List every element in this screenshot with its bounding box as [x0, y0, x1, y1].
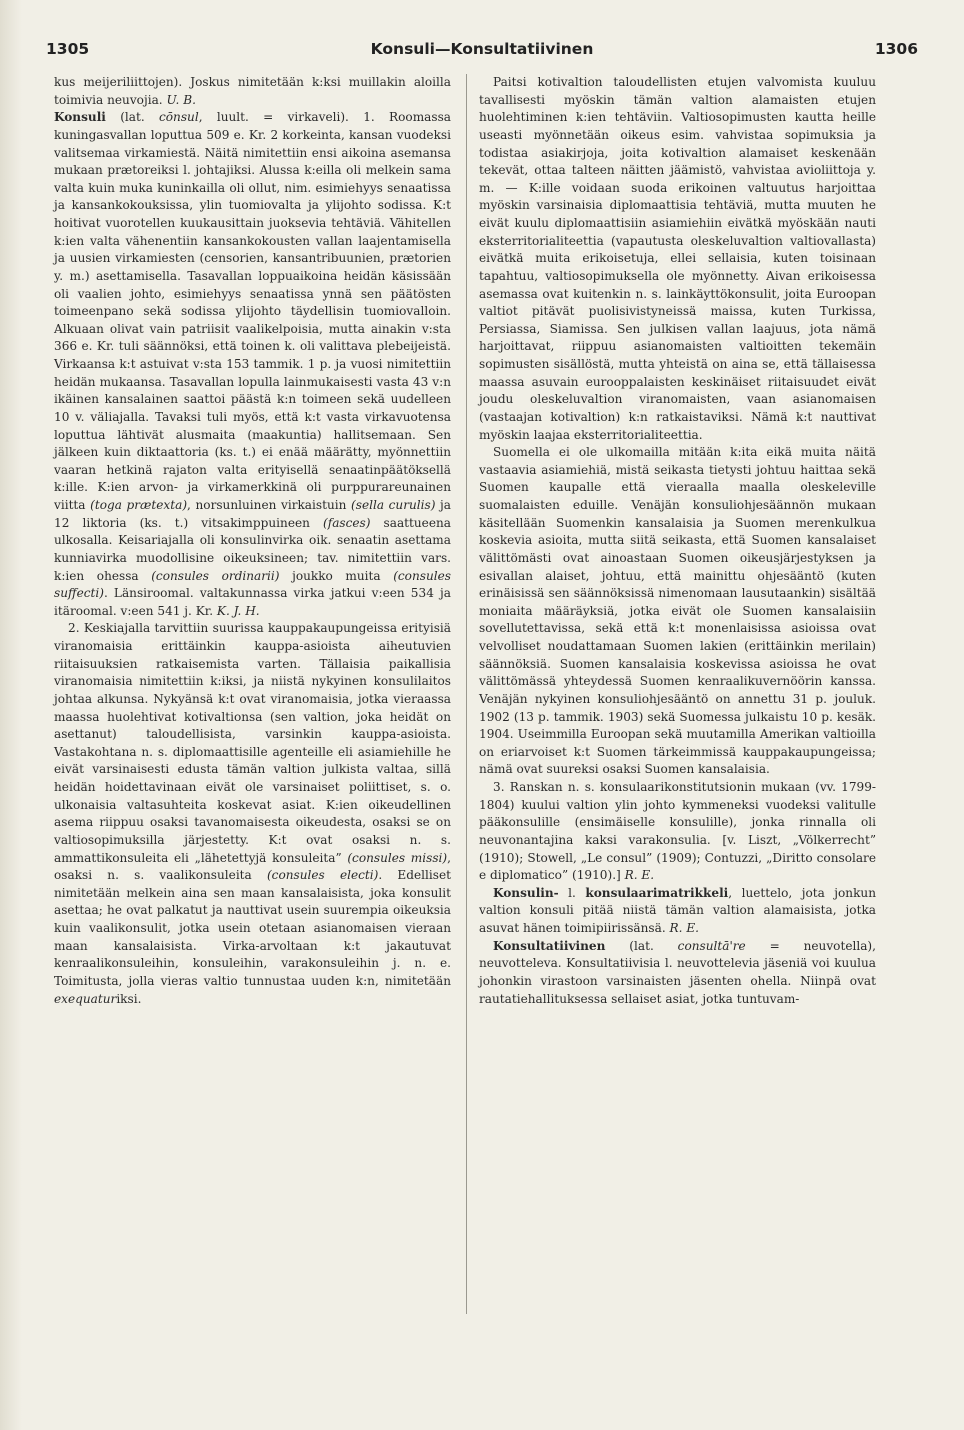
- left-page-number: 1305: [46, 40, 90, 58]
- author-signature: R. E.: [669, 921, 699, 935]
- right-column: [479, 74, 876, 1008]
- page-binding-edge: [0, 0, 22, 1430]
- paragraph-continuation: kus meijeriliittojen). Joskus nimitetään k:ksi muillakin aloilla toimivia neuvojia. U. B.: [54, 75, 451, 107]
- author-signature: R. E.: [624, 868, 655, 883]
- entry-headword: Konsuli: [54, 110, 106, 125]
- entry-headword: Konsultatiivinen: [493, 938, 606, 953]
- entry-konsulinmatrikkeli: Konsulin- l. konsulaarimatrikkeli, luettelo, jota jonkun valtion konsuli pitää niistä tämän valtion alamaisista, jotka asuvat hänen toimipiirissänsä. R. E.: [479, 885, 877, 935]
- entry-konsultatiivinen: Konsultatiivinen (lat. consultā're = neuvotella), neuvotteleva. Konsultatiivisia l. neuvottelevia jäseniä voi kuulua johonkin virastoon varsinaisten jäsenten ohella. Niinpä ovat rautatiehallituksessa sellaiset asiat, jotka tuntuvam-: [479, 938, 876, 1006]
- entry-konsuli-section-3: 3. Ranskan n. s. konsulaarikonstitutsionin mukaan (vv. 1799-1804) kuului valtion ylin johto kymmeneksi vuodeksi valitulle pääkonsulille (ensimäiselle konsulille), jonka rinnalla oli neuvonantajina kaksi varakonsulia. [v. Liszt, „Völkerrecht” (1910); Stowell, „Le consul” (1909); Contuzzi, „Diritto consolare e diplomatico” (1910).] R. E.: [479, 780, 876, 883]
- running-head: Konsuli—Konsultatiivinen: [370, 40, 594, 58]
- author-signature: U. B.: [166, 92, 196, 107]
- entry-konsuli: Konsuli (lat. cōnsul, luult. = virkaveli). 1. Roomassa kuningasvallan loputtua 509 e. Kr. 2 korkeinta, kansan vuodeksi valitsemaa virkamiestä. Näitä nimitettiin ensi aikoina asemansa mukaan prætoreiksi l. johtajiksi. Alussa k:eilla oli melkein sama valta kuin muka kuninkailla oli ollut, nim. esimiehyys senaatissa ja kansankokouksissa, ylin tuomiovalta ja ylijohto sodissa. K:t hoitivat vuorotellen kuukausittain juoksevia tehtäviä. Vähitellen k:ien valta vähenentiin kansankokousten vallan laajentamisella ja uusien virkamiesten (censorien, kansantribuunien, prætorien y. m.) asettamisella. Tasavallan loppuaikoina heidän käsissään oli vaalien johto, esimiehyys senaatissa ynnä sen päätösten toimeenpano sekä sodissa ylijohto täydellisin tuomiovalloin. Alkuaan olivat vain patriisit vaalikelpoisia, mutta ainakin v:sta 366 e. Kr. tuli säännöksi, että toinen k. oli valittava plebeijeistä. Virkaansa k:t astuivat v:sta 153 tammik. 1 p. ja vuosi nimitettiin heidän mukaansa. Tasavallan lopulla lainmukaisesti vasta 43 v:n ikäinen kansalainen saattoi päästä k:n toimeen sekä uudelleen 10 v. väliajalla. Tavaksi tuli myös, että k:t vasta virkavuotensa loputtua lähtivät alusmaita (maakuntia) hallitsemaan. Sen jälkeen kuin diktaattoria (ks. t.) ei enää määrätty, myönnettiin vaaran hetkinä rajaton valta erityisellä senaatinpäätöksellä k:ille. K:ien arvon- ja virkamerkkinä oli purppurareunainen viitta (toga prætexta), norsunluinen virkaistuin (sella curulis) ja 12 liktoria (ks. t.) vitsakimppuineen (fasces) saattueena ulkosalla. Keisariajalla oli konsulinvirka oik. senaatin asettama kunniavirka muodollisine oikeuksineen; tav. nimitettiin vars. k:ien ohessa (consules ordinarii) joukko muita (consules suffecti). Länsiroomal. valtakunnassa virka jatkui v:een 534 ja itäroomal. v:een 541 j. Kr. K. J. H.: [54, 110, 452, 618]
- entry-konsuli-section-2: 2. Keskiajalla tarvittiin suurissa kauppakaupungeissa erityisiä viranomaisia erittäinkin kauppa-asioista aiheutuvien riitaisuuksien ratkaisemista varten. Tällaisia paikallisia viranomaisia nimitettiin k:iksi, ja niistä nykyinen konsulilaitos johtaa alkunsa. Nykyänsä k:t ovat viranomaisia, jotka vieraassa maassa huolehtivat kotivaltionsa (sen valtion, joka heidät on asettanut) taloudellisista, varsinkin kauppa-asioista. Vastakohtana n. s. diplomaattisille agenteille eli asiamiehille he eivät varsinaisesti edusta tämän valtion julkista valtaa, sillä heidän hoidettavinaan eivät ole varsinaiset poliittiset, s. o. ulkonaisia valtasuhteita koskevat asiat. K:ien oikeudellinen asema riippuu osaksi tavanomaisesta oikeudesta, osaksi se on valtiosopimuksilla järjestetty. K:t ovat osaksi n. s. ammattikonsuleita eli „lähetettyjä konsuleita” (consules missi), osaksi n. s. vaalikonsuleita (consules electi). Edelliset nimitetään melkein aina sen maan kansalaisista, joka konsulit asettaa; he ovat palkatut ja nauttivat usein suurempia oikeuksia kuin vaalikonsulit, jotka usein otetaan asianomaisen vieraan maan kansalaisista. Virka-arvoltaan k:t jakautuvat kenraalikonsuleihin, konsuleihin, varakonsuleihin j. n. e. Toimitusta, jolla vieras valtio tunnustaa uuden k:n, nimitetään exequaturiksi.: [54, 621, 452, 1006]
- right-page-number: 1306: [874, 40, 918, 58]
- page-header: [46, 40, 918, 64]
- left-column: [54, 74, 451, 1008]
- entry-headword: konsulaarimatrikkeli: [585, 885, 729, 900]
- paragraph-consul-duties: Paitsi kotivaltion taloudellisten etujen valvomista kuuluu tavallisesti myöskin tämän valtion alamaisten etujen huolehtiminen k:ien tehtäviin. Valtiosopimusten kautta heille useasti myönnetään oikeus esim. vahvistaa sopimuksia ja todistaa asiakirjoja, joita kotivaltion alamaiset keskenään tekevät, ottaa talteen näitten jäämistö, vahvistaa avioliittoja y. m. — K:ille voidaan suoda erikoinen valtuutus harjoittaa myöskin varsinaisia diplomaattisia tehtäviä, mutta muuten he eivät kuulu diplomaattisiin asiamiehiin eivätkä myöskään nauti eksterritorialiteettia (vapautusta oleskeluvaltion valtiovallasta) eivätkä muita erikoisetuja, ellei sellaisia, kuten toisinaan tapahtuu, valtiosopimuksella ole myönnetty. Aivan erikoisessa asemassa ovat kuitenkin n. s. lainkäyttökonsulit, joita Euroopan valtiot pitävät puolisivistyneissä maissa, kuten Turkissa, Persiassa, Siamissa. Sen julkisen vallan laajuus, jota nämä harjoittavat, riippuu asianomaisten valtioitten tekemäin sopimusten sisällöstä, mutta yhteistä on aina se, että tällaisessa maassa asuvain eurooppalaisten keskinäiset riitaisuudet eivät joudu oleskeluvaltion viranomaisten, vaan asianomaisen (vastaajan kotivaltion) k:n ratkaistaviksi. Nämä k:t nauttivat myöskin laajaa eksterritorialiteettia.: [479, 75, 876, 442]
- column-divider: [466, 74, 467, 1314]
- author-signature: K. J. H.: [216, 603, 260, 618]
- entry-headword: Konsulin-: [493, 885, 559, 900]
- paragraph-finland-consuls: Suomella ei ole ulkomailla mitään k:ita eikä muita näitä vastaavia asiamiehiä, mistä seikasta tietysti johtuu haittaa sekä Suomen kaupalle että vieraalla maalla oleskeleville suomalaisten eduille. Venäjän konsuliohjesäännön mukaan käsitellään Suomenkin kansalaisia ja Suomen merenkulkua koskevia asioita, mutta siitä seikasta, että Suomen kansalaiset välittömästi ovat ainoastaan Suomen oikeusjärjestyksen ja esivallan alaiset, johtuu, että mainittu ohjesääntö (kuten erinäisissä sen säännöksissä nimenomaan lausutaankin) sisältää moniaita määräyksiä, jotka eivät ole Suomen kansalaisiin sovellutettavissa, sekä että k:t monenlaisissa asioissa ovat velvolliset noudattamaan Suomen lakien (erittäinkin merilain) säännöksiä. Suomen kansalaisia koskevissa asioissa he ovat välittömässä yhteydessä Suomen kenraalikuvernöörin kanssa. Venäjän nykyinen konsuliohjesääntö on annettu 31 p. jouluk. 1902 (13 p. tammik. 1903) sekä Suomessa julkaistu 10 p. kesäk. 1904. Useimmilla Euroopan sekä muutamilla Amerikan valtioilla on eriarvoiset k:t Suomen tärkeimmissä kauppakaupungeissa; nämä ovat suureksi osaksi Suomen kansalaisia.: [479, 445, 876, 777]
